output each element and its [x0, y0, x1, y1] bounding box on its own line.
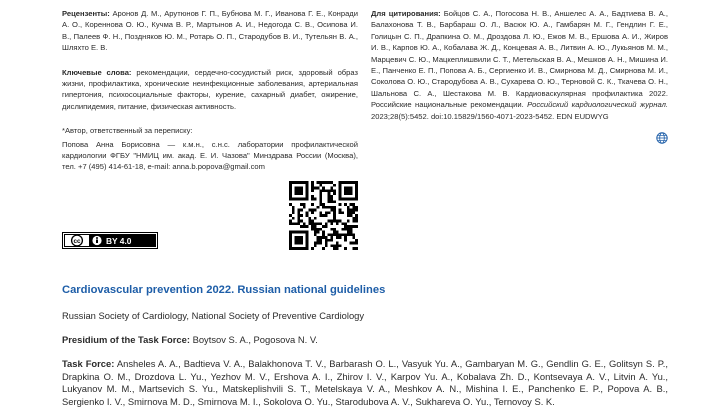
cc-symbol: cc — [73, 238, 81, 245]
keywords-paragraph — [62, 67, 358, 113]
left-column — [62, 8, 358, 186]
citation-authors: Бойцов С. А., Погосова Н. В., Аншелес А. А., Бадтиева В. А., Балахонова Т. В., Барбараш О. Л., Васюк Ю. А., Гамбарян М. Г., Гендлин Г. Е., Голицын С. П., Драпкина О. М., Дроздова Л. Ю., Ежов М. В., Ершова А. И., Жиров И. В., Карпов Ю. А., Кобалава Ж. Д., Концевая А. В., Литвин А. Ю., Лукьянов М. М., Марцевич С. Ю., Мацкеплишвили С. Т., Метельская В. А., Мешков А. Н., Мишина И. Е., Панченко Е. П., Попова А. Б., Сергиенко И. В., Смирнова М. Д., Смирнова М. И., Соколова О. Ю., Стародубова А. В., Сухарева О. Ю., Терновой С. К., Ткачева О. Н., Шальнова С. А., Шестакова М. В. Кардиоваскулярная профилактика 2022. Российские национальные рекомендации. — [371, 9, 668, 110]
qr-code[interactable] — [289, 181, 358, 250]
citation-paragraph — [371, 8, 668, 122]
citation-label: Для цитирования: — [371, 9, 441, 18]
keywords-text: рекомендации, сердечно-сосудистый риск, здоровый образ жизни, профилактика, хронические неинфекционные заболевания, артериальная гипертония, психосоциальные факторы, курение, сахарный диабет, ожирение, дислипидемия, питание, физическая активность. — [62, 67, 358, 111]
presidium-text: Boytsov S. A., Pogosova N. V. — [192, 334, 318, 345]
citation-journal: Российский кардиологический журнал. — [527, 100, 668, 110]
task-force-text: Ansheles A. A., Badtieva V. A., Balakhonova T. V., Barbarash O. L., Vasyuk Yu. A., Gambaryan M. G., Gendlin G. E., Golitsyn S. P., Drapkina O. M., Drozdova L. Yu., Yezhov M. V., Ershova A. I., Zhirov I. V., Karpov Yu. A., Kobalava Zh. D., Kontsevaya A. V., Litvin A. Yu., Lukyanov M. M., Martsevich S. Yu., Matskeplishvili S. T., Metelskaya V. A., Meshkov A. N., Mishina I. E., Panchenko E. P., Popova A. B., Sergienko I. V., Smirnova M. D., Smirnova M. I., Sokolova O. Yu., Starodubova A. V., Sukhareva O. Yu., Ternovoy S. K. — [62, 358, 668, 407]
reviewers-label: Рецензенты: — [62, 9, 110, 18]
cc-by-license-badge[interactable] — [62, 232, 158, 249]
task-force-label: Task Force: — [62, 358, 115, 369]
correspondence-text: Попова Анна Борисовна — к.м.н., с.н.с. лаборатории профилактической кардиологии ФГБУ "НМИЦ им. акад. Е. И. Чазова" Минздрава России (Москва), тел. +7 (495) 414-61-18, e-mail: anna.b.popova@gmail.com — [62, 139, 358, 172]
task-force-paragraph — [62, 358, 668, 408]
organizations: Russian Society of Cardiology, National Society of Preventive Cardiology — [62, 310, 365, 321]
reviewers-paragraph — [62, 8, 358, 54]
globe-icon[interactable] — [656, 132, 668, 144]
presidium-label: Presidium of the Task Force: — [62, 334, 190, 345]
english-title: Cardiovascular prevention 2022. Russian national guidelines — [62, 284, 386, 296]
keywords-label: Ключевые слова: — [62, 67, 132, 77]
reviewers-text: Аронов Д. М., Арутюнов Г. П., Бубнова М. Г., Иванова Г. Е., Конради А. О., Кореннова О. Ю., Кучма В. Р., Мартынов А. И., Недогода С. В., Осипова И. В., Палеев Ф. Н., Поздняков Ю. М., Ротарь О. П., Стародубов В. И., Тутельян В. А., Шляхто Е. В. — [62, 9, 358, 53]
citation-ref: 2023;28(5):5452. doi:10.15829/1560-4071-2023-5452. EDN EUDWYG — [371, 111, 609, 121]
correspondence-heading: *Автор, ответственный за переписку: — [62, 126, 193, 136]
right-column — [371, 8, 668, 135]
license-label: BY 4.0 — [106, 236, 132, 246]
presidium-line — [62, 334, 318, 345]
